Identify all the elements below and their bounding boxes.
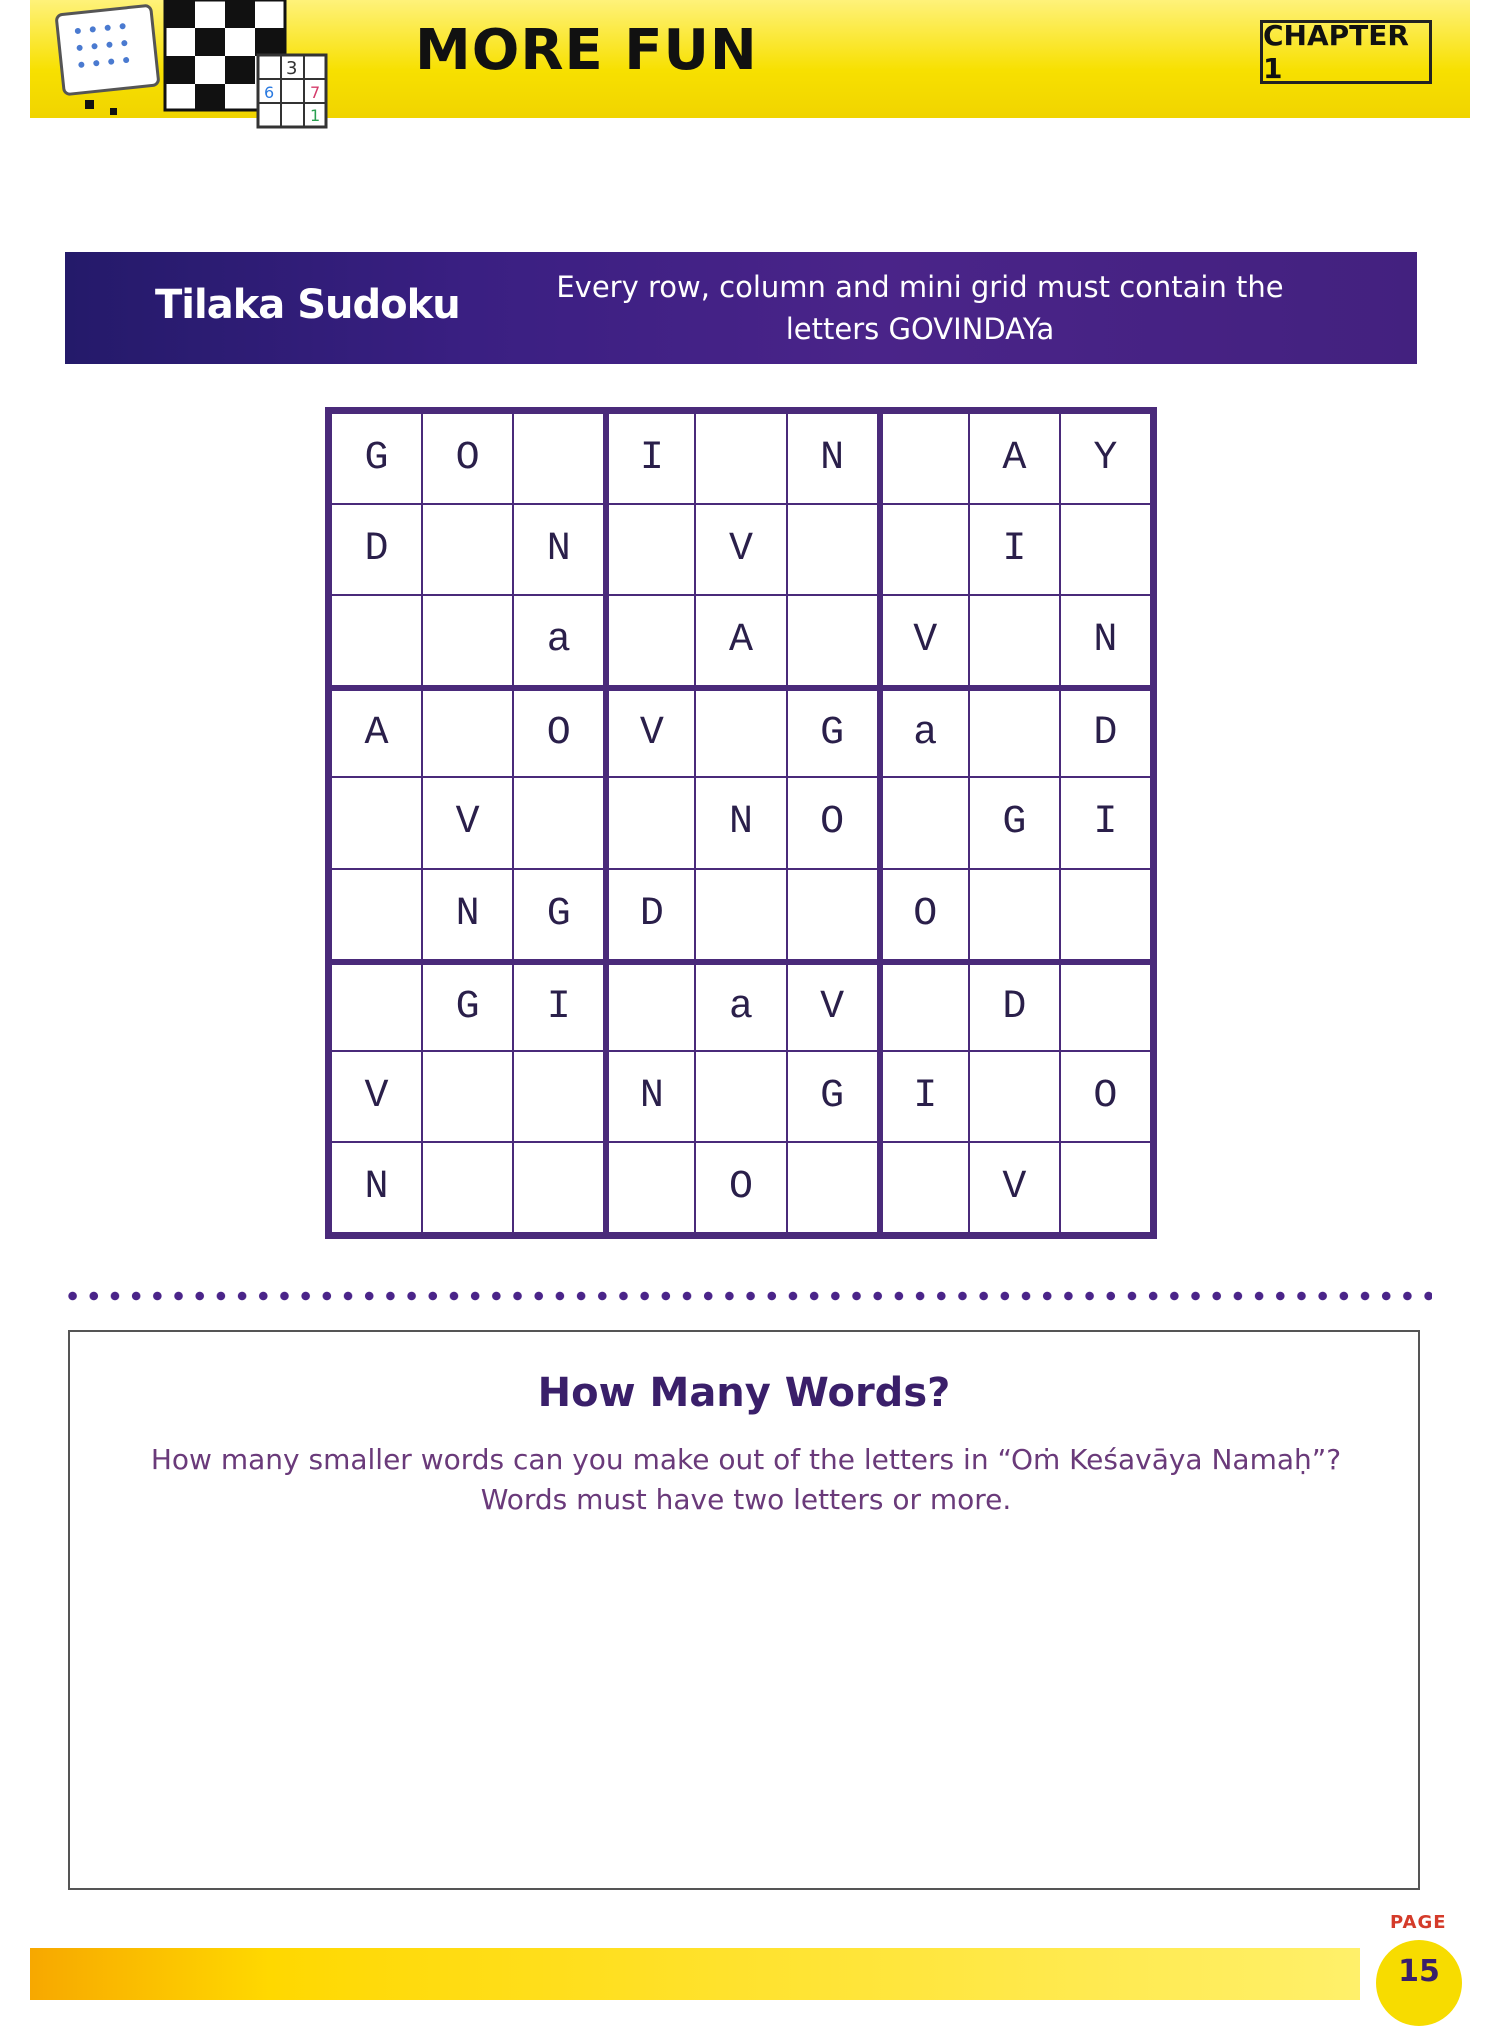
sudoku-cell: I [513,960,604,1051]
sudoku-cell [1060,504,1151,595]
sudoku-cell: V [422,777,513,868]
sudoku-cell: a [878,686,969,777]
sudoku-cell: G [331,413,422,504]
sudoku-cell [695,686,786,777]
art-digit-1: 1 [310,106,321,125]
art-digit-3: 3 [286,58,298,79]
sudoku-cell [878,777,969,868]
sudoku-cell: V [787,960,878,1051]
sudoku-grid [325,407,1157,1239]
sudoku-cell: G [787,1051,878,1142]
sudoku-cell: N [604,1051,695,1142]
word-puzzle-title: How Many Words? [537,1370,951,1416]
sudoku-cell: N [695,777,786,868]
sudoku-cell: I [878,1051,969,1142]
sudoku-cell [787,1142,878,1233]
sudoku-cell: V [331,1051,422,1142]
sudoku-cell [331,869,422,960]
sudoku-title: Tilaka Sudoku [155,282,460,328]
dotted-divider [62,1290,1432,1302]
sudoku-cell [513,1142,604,1233]
sudoku-cell [513,777,604,868]
word-puzzle-box [68,1330,1420,1890]
sudoku-cell [969,686,1060,777]
word-puzzle-line-2: Words must have two letters or more. [480,1483,1012,1516]
page-header [30,0,1470,125]
sudoku-cell [787,504,878,595]
sudoku-cell [695,1051,786,1142]
word-puzzle-line-1: How many smaller words can you make out of the letters in “Oṁ Keśavāya Namaḥ”? [150,1443,1342,1476]
sudoku-cell [604,960,695,1051]
sudoku-cell: O [787,777,878,868]
sudoku-cell: N [422,869,513,960]
sudoku-cell: D [604,869,695,960]
sudoku-cell [604,777,695,868]
footer-bar [30,1948,1360,2000]
sudoku-banner [65,252,1417,364]
sudoku-cell: A [331,686,422,777]
sudoku-cell: I [1060,777,1151,868]
sudoku-cell [513,1051,604,1142]
sudoku-instruction: Every row, column and mini grid must contain the letters GOVINDAYa [556,270,1284,346]
sudoku-cell [604,1142,695,1233]
sudoku-cell [604,504,695,595]
sudoku-cell [878,413,969,504]
sudoku-cell [331,960,422,1051]
page-label: PAGE [1390,1912,1447,1933]
sudoku-cell: D [1060,686,1151,777]
sudoku-cell: Y [1060,413,1151,504]
sudoku-cell [878,1142,969,1233]
sudoku-cell [695,413,786,504]
sudoku-cell: V [878,595,969,686]
sudoku-cell [422,504,513,595]
sudoku-cell [695,869,786,960]
sudoku-cell: V [969,1142,1060,1233]
sudoku-cell: D [331,504,422,595]
sudoku-cell [422,595,513,686]
sudoku-cell: O [422,413,513,504]
sudoku-cell [604,595,695,686]
sudoku-cell: O [878,869,969,960]
puzzle-grids-icon [40,0,330,135]
sudoku-cell [969,869,1060,960]
sudoku-cell [1060,869,1151,960]
art-digit-6: 6 [264,83,275,102]
sudoku-cell: I [969,504,1060,595]
sudoku-cell: G [787,686,878,777]
sudoku-cell [1060,1142,1151,1233]
sudoku-cell: N [787,413,878,504]
sudoku-cell: a [695,960,786,1051]
sudoku-cell: O [1060,1051,1151,1142]
sudoku-cell: V [695,504,786,595]
sudoku-cell: a [513,595,604,686]
sudoku-cell: G [513,869,604,960]
word-puzzle-instructions [130,1440,1362,1520]
sudoku-cell: I [604,413,695,504]
sudoku-cell: N [1060,595,1151,686]
sudoku-cell [1060,960,1151,1051]
sudoku-cell [969,1051,1060,1142]
sudoku-cell [331,777,422,868]
sudoku-cell [787,595,878,686]
sudoku-cell [331,595,422,686]
sudoku-cell: A [695,595,786,686]
sudoku-cell: O [695,1142,786,1233]
sudoku-cell [787,869,878,960]
sudoku-cell: N [331,1142,422,1233]
sudoku-cell: N [513,504,604,595]
sudoku-cell: V [604,686,695,777]
sudoku-cell [422,1051,513,1142]
sudoku-cell [422,1142,513,1233]
art-digit-7: 7 [310,83,321,102]
sudoku-cell: D [969,960,1060,1051]
sudoku-cell [969,595,1060,686]
sudoku-cell: G [422,960,513,1051]
sudoku-cell: O [513,686,604,777]
sudoku-cell [878,504,969,595]
sudoku-cell [513,413,604,504]
page-title: MORE FUN [415,18,758,83]
sudoku-cell [422,686,513,777]
chapter-label: CHAPTER 1 [1260,20,1432,84]
sudoku-cell [878,960,969,1051]
sudoku-cell: A [969,413,1060,504]
page-number: 15 [1376,1940,1462,2026]
sudoku-cell: G [969,777,1060,868]
